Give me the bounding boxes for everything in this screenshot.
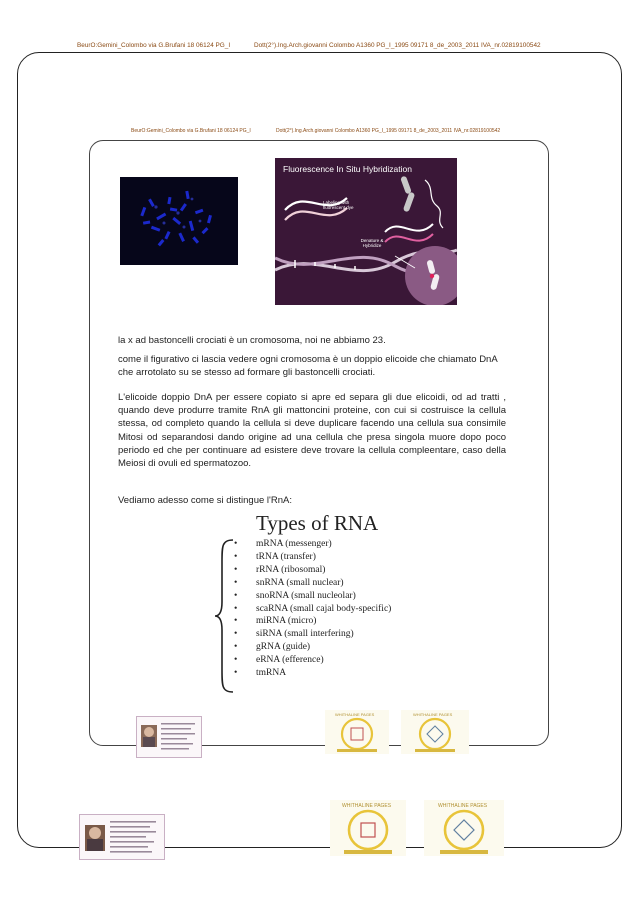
list-item: • siRNA (small interfering) — [234, 629, 354, 640]
id-card-thumbnail-small — [136, 716, 202, 758]
header-right-text: Dott(2°).Ing.Arch.giovanni Colombo A1360 PG_I_1995 09171 8_de_2003_2011 IVA_nr.02819100542 — [254, 42, 541, 49]
fish-diagram — [275, 158, 457, 305]
list-item: • snoRNA (small nucleolar) — [234, 590, 356, 601]
inner-header-right-text: Dott(2°).Ing.Arch.giovanni Colombo A1360 PG_I_1995 09171 8_de_2003_2011 IVA_nr.02819100542 — [276, 128, 501, 134]
chromosome-micrograph — [120, 177, 238, 265]
paragraph-rna-intro: Vediamo adesso come si distingue l'RnA: — [118, 495, 292, 506]
stamp-seal-2: WHITHALINE PAGES — [401, 710, 469, 754]
id-card-thumbnail-large — [79, 814, 165, 860]
list-item: • tmRNA — [234, 668, 287, 679]
inner-header-left-text: BeurO:Gemini_Colombo via G.Brufani 18 06124 PG_I — [131, 128, 251, 134]
paragraph-replication: L'elicoide doppio DnA per essere copiato si apre ed separa gli due elicoidi, od ad tratti , quando deve produrre tramite RnA gli mattoncini proteine, con cui si costruisce la cellula stessa, od completo quando la cellula si deve duplicare facendo una cellula sua consimile Mitosi od separandosi dando origine ad una cellula che presa singola muore dopo poco periodo ed che per continuare ad esistere deve trovare la cellula compleentare, caso della Meiosi di ovuli ed spermatozoo. — [118, 392, 506, 470]
list-item: • miRNA (micro) — [234, 616, 317, 627]
list-item: • scaRNA (small cajal body-specific) — [234, 603, 392, 614]
fish-label-probe: Labeling with fluorescent dye — [323, 200, 354, 211]
stamp-seal-1: WHITHALINE PAGES — [325, 710, 389, 754]
fish-diagram-title: Fluorescence In Situ Hybridization — [283, 164, 412, 174]
header-left-text: BeurO:Gemini_Colombo via G.Brufani 18 06124 PG_I — [77, 42, 231, 49]
stamp-seal-4: WHITHALINE PAGES — [424, 800, 504, 856]
list-item: • snRNA (small nuclear) — [234, 577, 344, 588]
list-item: • tRNA (transfer) — [234, 551, 316, 562]
rna-type-list — [234, 538, 391, 680]
paragraph-chromosome: la x ad bastoncelli crociati è un cromosoma, noi ne abbiamo 23. — [118, 335, 386, 346]
fish-label-denature: Denature & Hybridize — [360, 238, 384, 249]
list-item: • eRNA (efference) — [234, 655, 324, 666]
curly-brace-icon — [213, 538, 235, 694]
stamp-seal-3: WHITHALINE PAGES — [330, 800, 406, 856]
list-item: • mRNA (messenger) — [234, 539, 332, 549]
rna-title: Types of RNA — [256, 511, 379, 535]
paragraph-dna: come il figurativo ci lascia vedere ogni cromosoma è un doppio elicoide che chiamato DnA che arrotolato su se stesso ad formare gli bastoncelli crociati. — [118, 354, 498, 379]
list-item: • gRNA (guide) — [234, 642, 311, 653]
list-item: • rRNA (ribosomal) — [234, 564, 326, 575]
